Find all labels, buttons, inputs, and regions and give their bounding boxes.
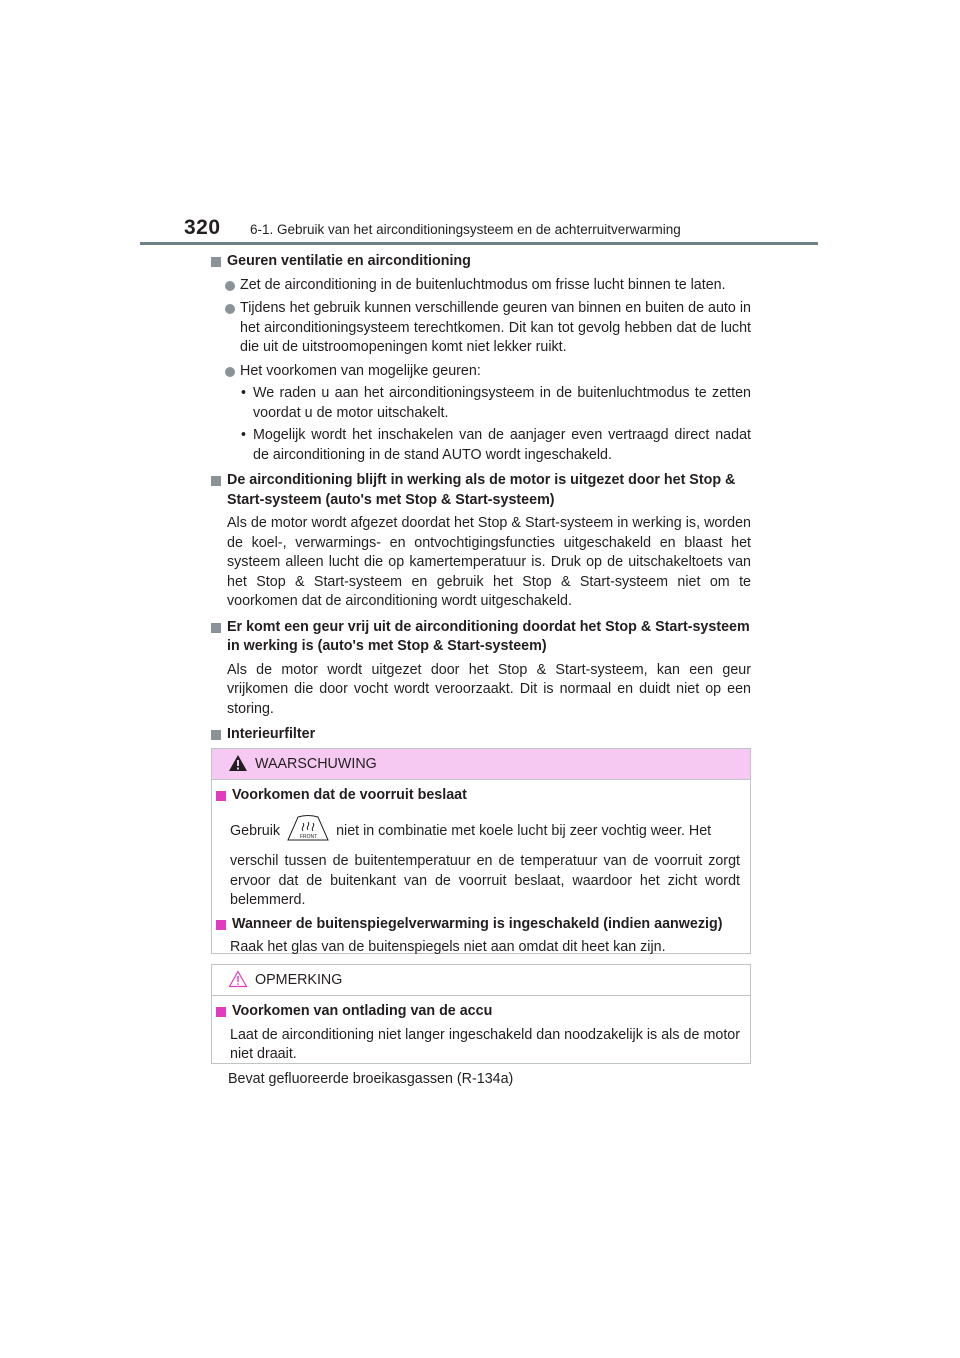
list-item-text: Zet de airconditioning in de buitenluchtmodus om frisse lucht binnen te laten.	[240, 276, 726, 293]
section-body: Als de motor wordt uitgezet door het Stop & Start-systeem, kan een geur vrijkomen die door vocht wordt veroorzaakt. Dit is normaal en duidt niet op een storing.	[227, 661, 751, 717]
square-bullet-icon	[216, 1007, 226, 1017]
warning-text-pre: Gebruik	[230, 822, 281, 839]
notice-item-body: Laat de airconditioning niet langer ingeschakeld dan noodzakelijk is als de motor niet draait.	[230, 1026, 740, 1062]
warning-item-body	[230, 814, 740, 911]
section-heading	[211, 471, 751, 510]
square-bullet-icon	[216, 791, 226, 801]
section-body: Als de motor wordt afgezet doordat het Stop & Start-systeem in werking is, worden de koel-, verwarmings- en ontvochtigingsfuncties uitgeschakeld en blaast het systeem alleen lucht die op kamertemperatuur is. Druk op de uitschakeltoets van het Stop & Start-systeem en gebruik het Stop & Start-systeem niet om te voorkomen dat de airconditioning wordt uitgeschakeld.	[227, 515, 751, 609]
notice-title: OPMERKING	[255, 972, 343, 988]
notice-item-heading	[216, 1002, 740, 1022]
warning-title: WAARSCHUWING	[255, 756, 377, 772]
small-bullet-icon: •	[241, 427, 247, 443]
header-rule	[140, 242, 818, 245]
svg-text:FRONT: FRONT	[300, 833, 318, 840]
warning-box	[211, 748, 751, 954]
square-bullet-icon	[211, 623, 221, 633]
warning-item-title: Wanneer de buitenspiegelverwarming is ingeschakeld (indien aanwezig)	[232, 915, 723, 932]
section-title: Interieurfilter	[227, 726, 316, 742]
warning-triangle-icon	[228, 754, 248, 777]
section-heading	[211, 252, 751, 272]
chapter-title: 6-1. Gebruik van het airconditioningsysteem en de achterruitverwarming	[250, 222, 681, 237]
warning-item-title: Voorkomen dat de voorruit beslaat	[232, 787, 467, 803]
notice-item-title: Voorkomen van ontlading van de accu	[232, 1003, 493, 1019]
caution-triangle-icon	[228, 970, 248, 993]
notice-box	[211, 964, 751, 1064]
warning-item-heading	[216, 915, 740, 935]
list-item-text: Tijdens het gebruik kunnen verschillende geuren van binnen en buiten de auto in het airconditioningsysteem terechtkomen. Dit kan tot gevolg hebben dat de lucht die uit de uitstroomopeningen komt niet lekker ruikt.	[240, 300, 751, 355]
square-bullet-icon	[211, 730, 221, 740]
square-bullet-icon	[211, 476, 221, 486]
round-bullet-icon	[225, 281, 235, 291]
warning-text-post: niet in combinatie met koele lucht bij zeer vochtig weer. Het	[336, 822, 712, 839]
list-item	[225, 276, 751, 296]
square-bullet-icon	[211, 257, 221, 267]
section-title: Geuren ventilatie en airconditioning	[227, 253, 471, 269]
sub-list-item	[241, 384, 751, 423]
page-number: 320	[184, 216, 221, 239]
warning-item-heading	[216, 786, 740, 806]
front-defroster-icon	[286, 814, 330, 849]
list-item-text: Het voorkomen van mogelijke geuren:	[240, 362, 481, 379]
round-bullet-icon	[225, 304, 235, 314]
sub-list-item-text: Mogelijk wordt het inschakelen van de aanjager even vertraagd direct nadat de airconditioning in de stand AUTO wordt ingeschakeld.	[253, 427, 751, 463]
small-bullet-icon: •	[241, 385, 247, 401]
section-heading	[211, 725, 751, 745]
square-bullet-icon	[216, 920, 226, 930]
notice-header	[212, 965, 750, 996]
warning-header	[212, 749, 750, 780]
sub-list-item-text: We raden u aan het airconditioningsysteem in de buitenluchtmodus te zetten voordat u de motor uitschakelt.	[253, 385, 751, 421]
round-bullet-icon	[225, 367, 235, 377]
section-heading	[211, 618, 751, 657]
warning-text-continued: verschil tussen de buitentemperatuur en de temperatuur van de voorruit zorgt ervoor dat de buitenkant van de voorruit beslaat, waardoor het zicht wordt belemmerd.	[230, 853, 740, 908]
section-title: Er komt een geur vrij uit de airconditioning doordat het Stop & Start-systeem in werking is (auto's met Stop & Start-systeem)	[227, 618, 750, 654]
warning-item-body: Raak het glas van de buitenspiegels niet aan omdat dit heet kan zijn.	[230, 939, 666, 955]
list-item	[225, 362, 751, 382]
main-content	[211, 252, 751, 766]
sub-list-item	[241, 426, 751, 465]
section-title: De airconditioning blijft in werking als de motor is uitgezet door het Stop & Start-systeem (auto's met Stop & Start-systeem)	[227, 472, 736, 508]
list-item	[225, 299, 751, 358]
footnote: Bevat gefluoreerde broeikasgassen (R-134a)	[228, 1071, 514, 1087]
